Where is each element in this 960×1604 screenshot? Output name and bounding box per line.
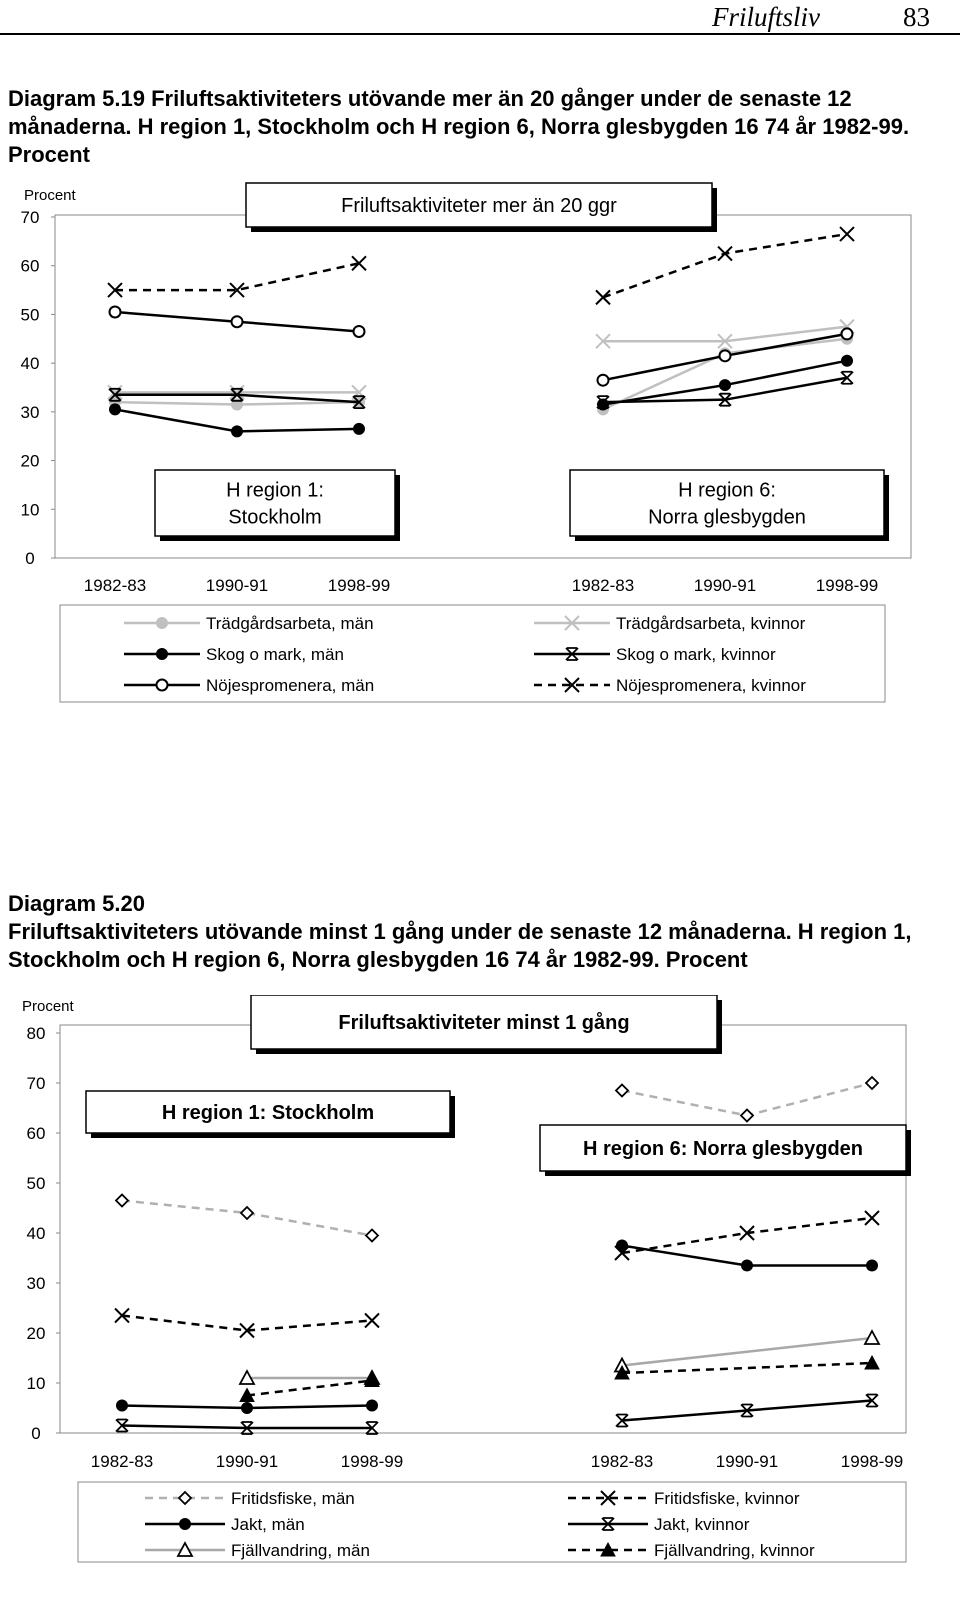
chart-title-box-text: Friluftsaktiviteter minst 1 gång [338, 1012, 630, 1034]
data-point-nojespromenera-man [720, 350, 731, 361]
data-point-nojespromenera-kvinnor [718, 247, 732, 261]
panel-label-box-text: H region 6: [678, 479, 776, 502]
diagram-5-20-caption [8, 890, 948, 974]
data-point-fritidsfiske-man [741, 1110, 753, 1122]
data-point-fritidsfiske-man [616, 1085, 628, 1097]
data-point-skog-o-mark-man [842, 355, 853, 366]
y-tick-label: 10 [26, 1374, 46, 1393]
panel-label-box [540, 1125, 911, 1176]
legend-label: Fritidsfiske, män [231, 1489, 355, 1508]
series-tradgardsarbeta-man [110, 333, 853, 415]
series-tradgardsarbeta-kvinnor [108, 320, 854, 400]
data-point-nojespromenera-man [842, 328, 853, 339]
y-tick-label: 0 [31, 1424, 41, 1443]
series-line-fjallvandring-man [622, 1338, 872, 1366]
x-tick-label: 1990-91 [715, 1452, 779, 1471]
data-point-nojespromenera-man [110, 306, 121, 317]
data-point-skog-o-mark-man [110, 404, 121, 415]
x-tick-label: 1982-83 [83, 576, 147, 595]
data-point-jakt-man [367, 1400, 378, 1411]
series-nojespromenera-kvinnor [108, 227, 854, 304]
legend-swatch-marker [157, 680, 168, 691]
legend-swatch-marker [180, 1519, 191, 1530]
diagram-5-20-title: Friluftsaktiviteters utövande minst 1 gång under de senaste 12 månaderna. H region 1, Stockholm och H region 6, Norra glesbygden 16 74 år 1982-99. Procent [8, 919, 912, 972]
series-skog-o-mark-kvinnor [109, 372, 853, 408]
data-point-fritidsfiske-man [116, 1195, 128, 1207]
legend-label: Skog o mark, kvinnor [616, 645, 776, 664]
y-tick-label: 70 [20, 208, 40, 227]
data-point-jakt-man [742, 1260, 753, 1271]
data-point-nojespromenera-man [598, 375, 609, 386]
y-tick-label: 40 [26, 1224, 46, 1243]
y-axis-label: Procent [22, 998, 74, 1015]
data-point-jakt-man [867, 1260, 878, 1271]
data-point-fritidsfiske-man [866, 1077, 878, 1089]
y-tick-label: 10 [20, 500, 40, 520]
panel-label-box [155, 470, 400, 541]
x-tick-label: 1998-99 [340, 1452, 404, 1471]
x-tick-label: 1998-99 [840, 1452, 904, 1471]
legend-label: Skog o mark, män [206, 645, 344, 664]
data-point-nojespromenera-man [232, 316, 243, 327]
legend-swatch-marker [157, 649, 168, 660]
data-point-nojespromenera-kvinnor [840, 227, 854, 241]
legend-label: Jakt, män [231, 1515, 305, 1534]
y-tick-label: 30 [20, 402, 40, 422]
series-line-fjallvandring-kvinnor [247, 1381, 372, 1396]
running-head-title: Friluftsliv [712, 2, 820, 32]
series-line-nojespromenera-kvinnor [115, 263, 359, 290]
data-point-fritidsfiske-kvinnor [365, 1314, 379, 1328]
legend-label: Trädgårdsarbeta, män [206, 614, 374, 633]
data-point-fritidsfiske-man [241, 1207, 253, 1219]
legend-swatch-marker [157, 618, 168, 629]
data-point-fritidsfiske-man [366, 1230, 378, 1242]
panel-label-box [570, 470, 889, 541]
legend-label: Fjällvandring, män [231, 1541, 370, 1560]
data-point-nojespromenera-man [354, 326, 365, 337]
data-point-jakt-man [242, 1403, 253, 1414]
legend-label: Fritidsfiske, kvinnor [654, 1489, 800, 1508]
x-tick-label: 1998-99 [815, 576, 879, 595]
data-point-skog-o-mark-man [354, 423, 365, 434]
legend-label: Nöjespromenera, kvinnor [616, 676, 806, 695]
series-jakt-man [117, 1240, 878, 1414]
series-nojespromenera-man [110, 306, 853, 385]
header-rule [0, 33, 960, 35]
series-fjallvandring-man [240, 1331, 879, 1384]
legend-label: Nöjespromenera, män [206, 676, 375, 695]
running-head [0, 0, 960, 36]
panel-label-box-text: H region 1: Stockholm [161, 1102, 375, 1124]
y-tick-label: 80 [26, 1024, 46, 1043]
x-tick-label: 1990-91 [693, 576, 757, 595]
data-point-nojespromenera-kvinnor [596, 290, 610, 304]
chart-minst-1-gang [0, 995, 960, 1604]
legend-label: Jakt, kvinnor [654, 1515, 750, 1534]
y-tick-label: 0 [25, 549, 35, 568]
x-tick-label: 1982-83 [590, 1452, 654, 1471]
y-tick-label: 60 [26, 1124, 46, 1143]
y-tick-label: 30 [26, 1274, 46, 1293]
chart-mer-an-20-ggr [0, 175, 960, 735]
panel-label-box-text: Stockholm [228, 506, 322, 529]
panel-label-box-text: Norra glesbygden [648, 506, 806, 529]
legend-label: Trädgårdsarbeta, kvinnor [616, 614, 806, 633]
data-point-skog-o-mark-man [232, 426, 243, 437]
x-tick-label: 1990-91 [215, 1452, 279, 1471]
x-tick-label: 1982-83 [90, 1452, 154, 1471]
chart-title-box [251, 995, 722, 1054]
series-line-fritidsfiske-kvinnor [622, 1218, 872, 1253]
x-tick-label: 1998-99 [327, 576, 391, 595]
legend-label: Fjällvandring, kvinnor [654, 1541, 815, 1560]
page-number: 83 [903, 2, 930, 32]
y-tick-label: 50 [26, 1174, 46, 1193]
y-tick-label: 20 [26, 1324, 46, 1343]
chart-title-box [246, 183, 717, 232]
data-point-jakt-man [617, 1240, 628, 1251]
diagram-5-19-caption: Diagram 5.19 Friluftsaktiviteters utövande mer än 20 gånger under de senaste 12 månaderna. H region 1, Stockholm och H region 6, Norra glesbygden 16 74 år 1982-99. Procent [8, 86, 910, 167]
y-tick-label: 70 [26, 1074, 46, 1093]
series-line-fritidsfiske-kvinnor [122, 1316, 372, 1331]
y-tick-label: 40 [20, 354, 40, 374]
y-axis-label: Procent [24, 187, 76, 204]
series-line-tradgardsarbeta-kvinnor [603, 327, 847, 342]
series-fritidsfiske-kvinnor [115, 1211, 879, 1338]
y-tick-label: 50 [20, 305, 40, 325]
series-jakt-kvinnor [116, 1395, 878, 1435]
panel-label-box-text: H region 1: [226, 479, 324, 502]
diagram-5-20-number: Diagram 5.20 [8, 891, 145, 916]
panel-label-box-text: H region 6: Norra glesbygden [582, 1138, 864, 1160]
panel-label-box [86, 1091, 455, 1138]
chart-title-box-text: Friluftsaktiviteter mer än 20 ggr [341, 195, 617, 217]
x-tick-label: 1982-83 [571, 576, 635, 595]
y-tick-label: 20 [20, 451, 40, 471]
data-point-skog-o-mark-man [720, 380, 731, 391]
data-point-jakt-man [117, 1400, 128, 1411]
series-line-nojespromenera-kvinnor [603, 234, 847, 297]
x-tick-label: 1990-91 [205, 576, 269, 595]
series-line-fjallvandring-kvinnor [622, 1363, 872, 1373]
data-point-fritidsfiske-kvinnor [865, 1211, 879, 1225]
y-tick-label: 60 [20, 256, 40, 276]
